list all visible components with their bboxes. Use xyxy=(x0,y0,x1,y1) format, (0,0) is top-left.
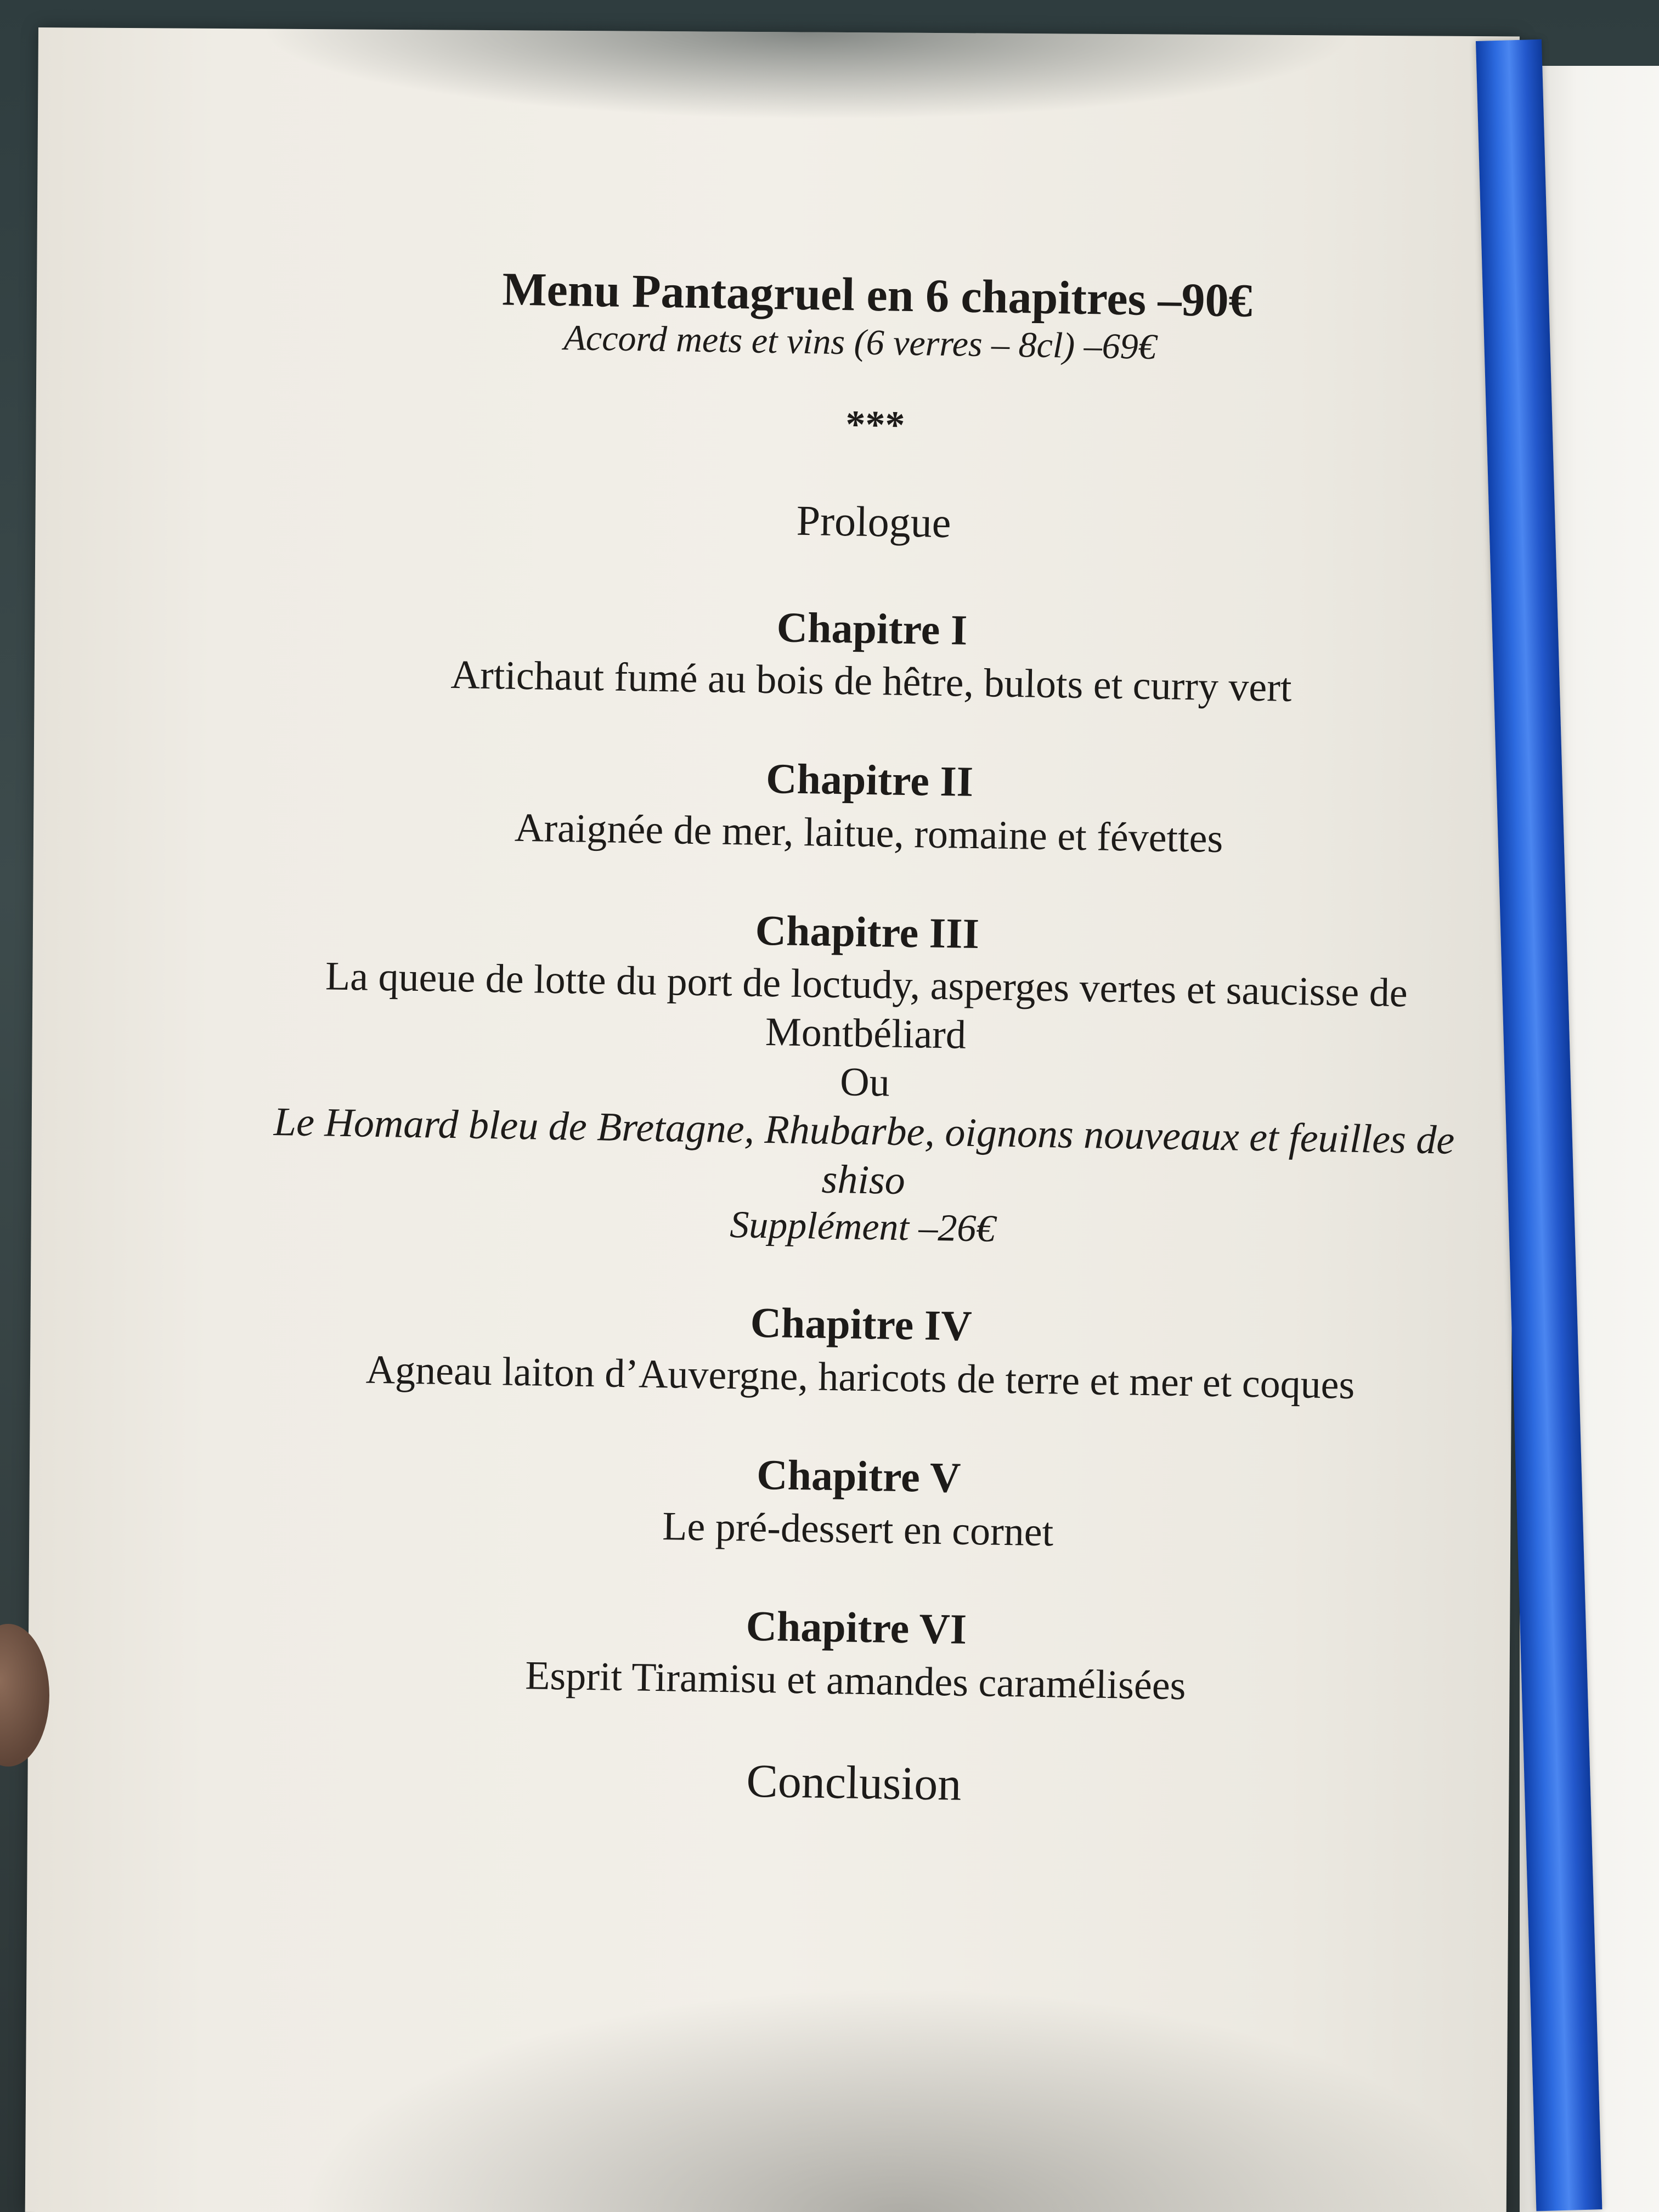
supplement-price: Supplément –26€ xyxy=(729,1204,996,1251)
chapter-title: Chapitre I xyxy=(776,603,968,654)
page-shadow xyxy=(257,29,1355,123)
chapter-2 xyxy=(238,746,1501,868)
conclusion: Conclusion xyxy=(746,1754,962,1810)
menu-content xyxy=(223,258,1509,1820)
alternative-dish: Le Homard bleu de Bretagne, Rhubarbe, oignons nouveaux et feuilles de shiso xyxy=(273,1099,1455,1203)
chapter-title: Chapitre V xyxy=(756,1450,961,1502)
dish: Artichaut fumé au bois de hêtre, bulots et curry vert xyxy=(450,652,1293,711)
chapter-title: Chapitre VI xyxy=(746,1601,967,1654)
or-label: Ou xyxy=(839,1059,890,1105)
chapter-3 xyxy=(232,898,1499,1261)
chapter-6 xyxy=(224,1593,1488,1716)
chapter-1 xyxy=(240,594,1503,716)
chapter-5 xyxy=(227,1442,1490,1564)
chapter-title: Chapitre II xyxy=(765,754,974,806)
dish: Le pré-dessert en cornet xyxy=(662,1503,1054,1555)
page-shadow xyxy=(300,1983,1508,2212)
menu-title: Menu Pantagruel en 6 chapitres –90€ xyxy=(501,262,1253,327)
dish: Araignée de mer, laitue, romaine et févettes xyxy=(514,805,1223,862)
wine-pairing-subtitle: Accord mets et vins (6 verres – 8cl) –69€ xyxy=(563,317,1157,367)
dish: La queue de lotte du port de loctudy, asperges vertes et saucisse de Montbéliard xyxy=(325,953,1408,1058)
chapter-4 xyxy=(229,1290,1493,1412)
separator: *** xyxy=(845,402,905,447)
chapter-title: Chapitre IV xyxy=(750,1299,973,1350)
chapter-title: Chapitre III xyxy=(755,906,980,957)
dish: Esprit Tiramisu et amandes caramélisées xyxy=(524,1653,1187,1709)
dish: Agneau laiton d’Auvergne, haricots de terre et mer et coques xyxy=(365,1347,1355,1408)
prologue: Prologue xyxy=(796,496,952,546)
